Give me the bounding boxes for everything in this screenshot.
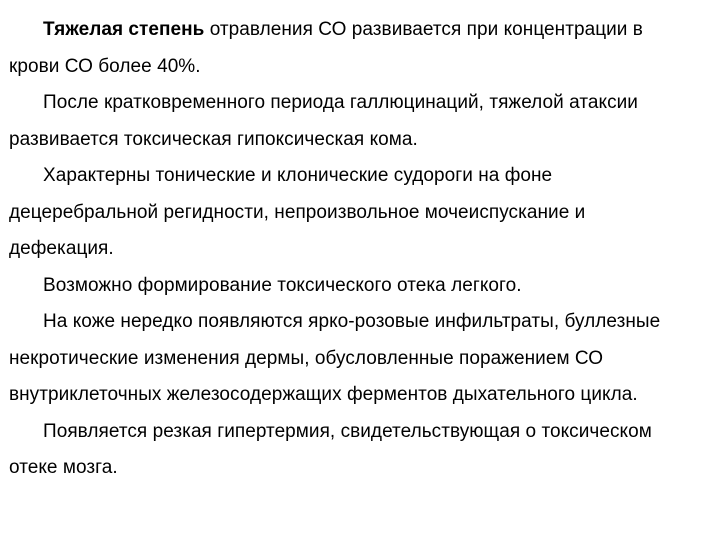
line-text: Характерны тонические и клонические судороги на фоне bbox=[43, 165, 553, 186]
paragraph-skin bbox=[9, 304, 709, 414]
text-line bbox=[9, 377, 709, 414]
line-text: крови СО более 40%. bbox=[9, 55, 201, 77]
text-line bbox=[9, 49, 709, 86]
text-line bbox=[9, 414, 709, 451]
text-line bbox=[9, 304, 709, 341]
paragraph-seizures bbox=[9, 158, 709, 268]
text-line bbox=[9, 12, 709, 49]
text-line bbox=[9, 158, 709, 195]
line-text: децеребральной регидности, непроизвольное мочеиспускание и bbox=[9, 201, 586, 223]
text-line bbox=[9, 268, 709, 305]
paragraph-coma bbox=[9, 85, 709, 158]
text-line bbox=[9, 231, 709, 268]
paragraph-hyperthermia bbox=[9, 414, 709, 487]
line-text: некротические изменения дермы, обусловленные поражением СО bbox=[9, 347, 604, 369]
line-text: отравления СО развивается при концентрации в bbox=[204, 19, 643, 40]
line-text: На коже нередко появляются ярко-розовые инфильтраты, буллезные bbox=[43, 311, 661, 332]
line-text: развивается токсическая гипоксическая кома. bbox=[9, 128, 418, 150]
text-line bbox=[9, 450, 709, 487]
line-text: внутриклеточных железосодержащих ферментов дыхательного цикла. bbox=[9, 384, 638, 405]
line-text: Возможно формирование токсического отека легкого. bbox=[43, 274, 522, 296]
line-text: дефекация. bbox=[9, 238, 114, 259]
text-line bbox=[9, 85, 709, 122]
paragraph-severe-degree bbox=[9, 12, 709, 85]
line-text: Появляется резкая гипертермия, свидетельствующая о токсическом bbox=[43, 420, 652, 442]
text-block bbox=[9, 12, 709, 487]
bold-term: Тяжелая степень bbox=[43, 19, 205, 40]
paragraph-lung-edema bbox=[9, 268, 709, 305]
line-text: После кратковременного периода галлюцинаций, тяжелой атаксии bbox=[43, 92, 638, 113]
text-line bbox=[9, 195, 709, 232]
text-line bbox=[9, 122, 709, 159]
text-line bbox=[9, 341, 709, 378]
line-text: отеке мозга. bbox=[9, 457, 118, 478]
